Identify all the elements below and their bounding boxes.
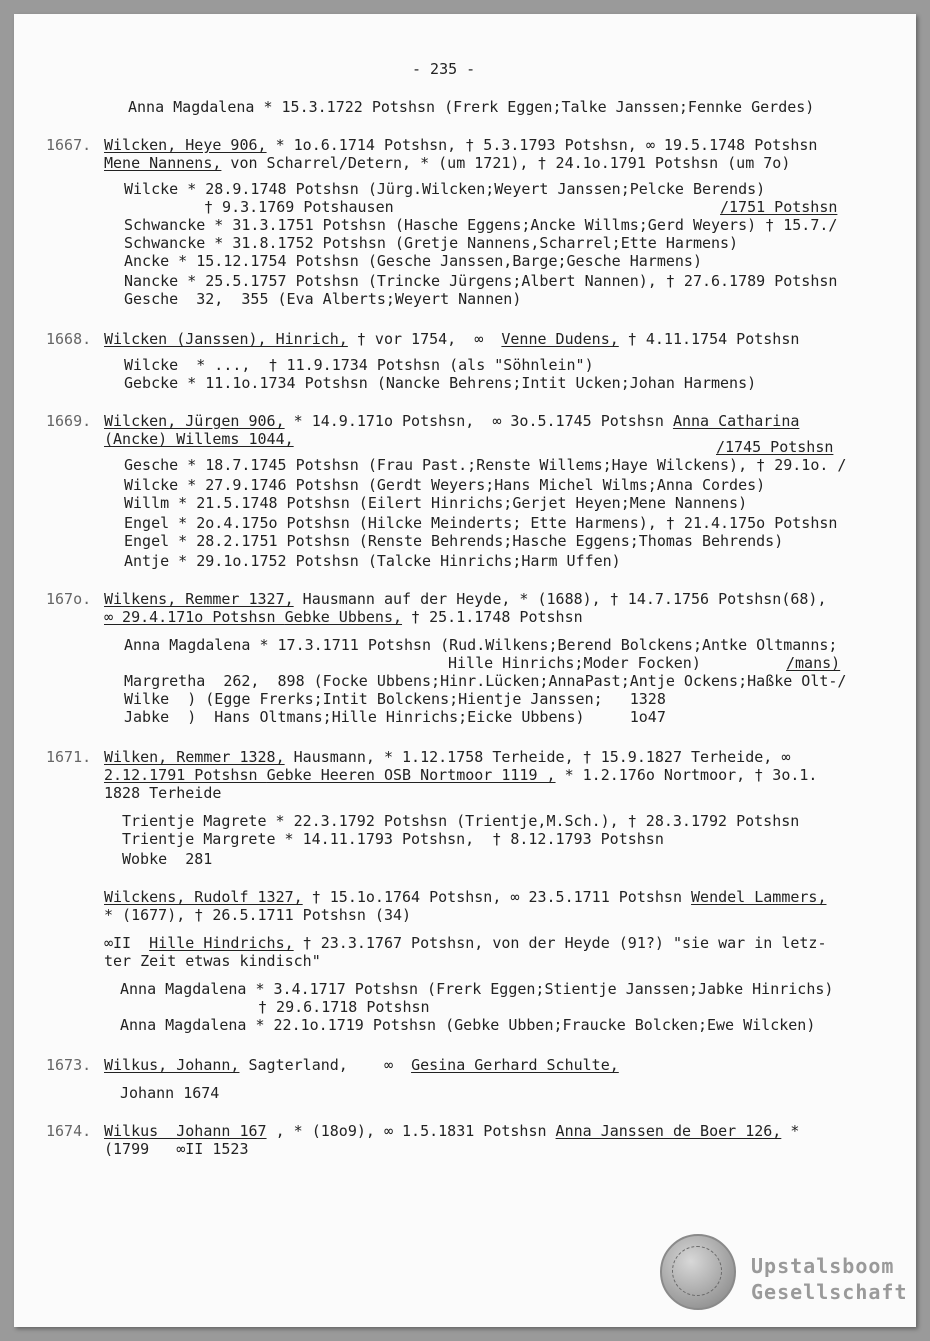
entry-1669-child: Engel * 2o.4.175o Potshsn (Hilcke Meinderts; Ette Harmens), † 21.4.175o Potshsn bbox=[124, 514, 838, 532]
entry-1667-child: Wilcke * 28.9.1748 Potshsn (Jürg.Wilcken;Weyert Janssen;Pelcke Berends) bbox=[124, 180, 766, 198]
entry-1667-spouse: Mene Nannens, von Scharrel/Detern, * (um 1721), † 24.1o.1791 Potshsn (um 7o) bbox=[104, 154, 791, 172]
entry-1674-cont: (1799 ∞II 1523 bbox=[104, 1140, 249, 1158]
entry-1670-spouse: ∞ 29.4.171o Potshsn Gebke Ubbens, † 25.1.1748 Potshsn bbox=[104, 608, 583, 626]
entry-1674-wife-name: Anna Janssen de Boer 126, bbox=[555, 1122, 782, 1140]
entry-1671-child: Trientje Margrete * 14.11.1793 Potshsn, † 8.12.1793 Potshsn bbox=[122, 830, 664, 848]
entry-1667-child: Nancke * 25.5.1757 Potshsn (Trincke Jürgens;Albert Nannen), † 27.6.1789 Potshsn bbox=[124, 272, 838, 290]
entry-1673-wife-name: Gesina Gerhard Schulte, bbox=[411, 1056, 619, 1074]
entry-1672-second-wife-name: Hille Hindrichs, bbox=[149, 934, 294, 952]
entry-1672-name: Wilckens, Rudolf 1327, bbox=[104, 888, 303, 906]
entry-1672-child-cont: † 29.6.1718 Potshsn bbox=[258, 998, 430, 1016]
entry-1672-second-spouse: ∞II Hille Hindrichs, † 23.3.1767 Potshsn, von der Heyde (91?) "sie war in letz- bbox=[104, 934, 827, 952]
entry-1668-wife-name: Venne Dudens, bbox=[501, 330, 619, 348]
entry-1670-child: Jabke ) Hans Oltmans;Hille Hinrichs;Eicke Ubbens) 1o47 bbox=[124, 708, 666, 726]
entry-1670-name: Wilkens, Remmer 1327, bbox=[104, 590, 294, 608]
entry-1669-child: Engel * 28.2.1751 Potshsn (Renste Behrends;Hasche Eggens;Thomas Behrends) bbox=[124, 532, 784, 550]
entry-1670-margin-note: /mans) bbox=[786, 654, 841, 672]
entry-1671-child: Wobke 281 bbox=[122, 850, 213, 868]
entry-1671-spouse: 2.12.1791 Potshsn Gebke Heeren OSB Nortmoor 1119 , * 1.2.176o Nortmoor, † 3o.1. bbox=[104, 766, 818, 784]
entry-1669-head: Wilcken, Jürgen 906, * 14.9.171o Potshsn, ∞ 3o.5.1745 Potshsn Anna Catharina bbox=[104, 412, 800, 430]
entry-1669-child: Antje * 29.1o.1752 Potshsn (Talcke Hinrichs;Harm Uffen) bbox=[124, 552, 621, 570]
entry-1672-second-spouse-cont: ter Zeit etwas kindisch" bbox=[104, 952, 321, 970]
entry-1668-name: Wilcken (Janssen), Hinrich, bbox=[104, 330, 348, 348]
entry-number-1669: 1669. bbox=[46, 412, 92, 430]
entry-1672-spouse: * (1677), † 26.5.1711 Potshsn (34) bbox=[104, 906, 412, 924]
entry-1670-head: Wilkens, Remmer 1327, Hausmann auf der Heyde, * (1688), † 14.7.1756 Potshsn(68), bbox=[104, 590, 827, 608]
entry-1673-name: Wilkus, Johann, bbox=[104, 1056, 240, 1074]
entry-1672-wife-name: Wendel Lammers, bbox=[691, 888, 827, 906]
entry-1669-wife-name-cont: (Ancke) Willems 1044, bbox=[104, 430, 294, 448]
entry-1668-child: Wilcke * ..., † 11.9.1734 Potshsn (als "Söhnlein") bbox=[124, 356, 594, 374]
entry-1674-head: Wilkus Johann 167 , * (18o9), ∞ 1.5.1831 Potshsn Anna Janssen de Boer 126, * bbox=[104, 1122, 800, 1140]
entry-1667-child: † 9.3.1769 Potshausen bbox=[204, 198, 394, 216]
entry-1669-child: Gesche * 18.7.1745 Potshsn (Frau Past.;Renste Willems;Haye Wilckens), † 29.1o. / bbox=[124, 456, 847, 474]
entry-1667-child: Gesche 32, 355 (Eva Alberts;Weyert Nannen) bbox=[124, 290, 522, 308]
page-number: - 235 - bbox=[412, 60, 476, 78]
brand-line-2: Gesellschaft bbox=[751, 1280, 908, 1304]
entry-1669-child: Wilcke * 27.9.1746 Potshsn (Gerdt Weyers;Hans Michel Wilms;Anna Cordes) bbox=[124, 476, 766, 494]
entry-1669-margin-note: /1745 Potshsn bbox=[716, 438, 834, 456]
entry-1671-name: Wilken, Remmer 1328, bbox=[104, 748, 285, 766]
entry-1670-child: Wilke ) (Egge Frerks;Intit Bolckens;Hientje Janssen; 1328 bbox=[124, 690, 666, 708]
continuation-line: Anna Magdalena * 15.3.1722 Potshsn (Frerk Eggen;Talke Janssen;Fennke Gerdes) bbox=[128, 98, 815, 116]
entry-number-1671: 1671. bbox=[46, 748, 92, 766]
entry-1667-child: Schwancke * 31.3.1751 Potshsn (Hasche Eggens;Ancke Willms;Gerd Weyers) † 15.7./ bbox=[124, 216, 838, 234]
entry-1667-name: Wilcken, Heye 906, bbox=[104, 136, 267, 154]
entry-1673-head: Wilkus, Johann, Sagterland, ∞ Gesina Gerhard Schulte, bbox=[104, 1056, 619, 1074]
entry-number-1668: 1668. bbox=[46, 330, 92, 348]
entry-1668-child: Gebcke * 11.1o.1734 Potshsn (Nancke Behrens;Intit Ucken;Johan Harmens) bbox=[124, 374, 757, 392]
entry-1670-child: Anna Magdalena * 17.3.1711 Potshsn (Rud.Wilkens;Berend Bolckens;Antke Oltmanns; bbox=[124, 636, 838, 654]
entry-1667-head: Wilcken, Heye 906, * 1o.6.1714 Potshsn, † 5.3.1793 Potshsn, ∞ 19.5.1748 Potshsn bbox=[104, 136, 818, 154]
entry-1671-child: Trientje Magrete * 22.3.1792 Potshsn (Trientje,M.Sch.), † 28.3.1792 Potshsn bbox=[122, 812, 800, 830]
brand-line-1: Upstalsboom bbox=[751, 1254, 895, 1278]
entry-1672-child: Anna Magdalena * 22.1o.1719 Potshsn (Gebke Ubben;Fraucke Bolcken;Ewe Wilcken) bbox=[120, 1016, 816, 1034]
entry-1670-child-cont: Hille Hinrichs;Moder Focken) bbox=[448, 654, 701, 672]
entry-1667-child: Schwancke * 31.8.1752 Potshsn (Gretje Nannens,Scharrel;Ette Harmens) bbox=[124, 234, 739, 252]
entry-1671-wife-name: Gebke Heeren OSB Nortmoor 1119 , bbox=[266, 766, 556, 784]
entry-number-1670: 167o. bbox=[46, 590, 92, 608]
entry-1671-head: Wilken, Remmer 1328, Hausmann, * 1.12.1758 Terheide, † 15.9.1827 Terheide, ∞ bbox=[104, 748, 791, 766]
entry-number-1674: 1674. bbox=[46, 1122, 92, 1140]
entry-1667-child: Ancke * 15.12.1754 Potshsn (Gesche Janssen,Barge;Gesche Harmens) bbox=[124, 252, 702, 270]
entry-1669-wife-name: Anna Catharina bbox=[672, 412, 800, 430]
document-page bbox=[14, 14, 916, 1327]
entry-number-1667: 1667. bbox=[46, 136, 92, 154]
entry-1672-child: Anna Magdalena * 3.4.1717 Potshsn (Frerk Eggen;Stientje Janssen;Jabke Hinrichs) bbox=[120, 980, 834, 998]
entry-1667-margin-note: /1751 Potshsn bbox=[720, 198, 838, 216]
entry-1671-spouse-cont: 1828 Terheide bbox=[104, 784, 222, 802]
entry-1669-name: Wilcken, Jürgen 906, bbox=[104, 412, 285, 430]
society-seal-logo bbox=[660, 1234, 736, 1310]
entry-1672-head: Wilckens, Rudolf 1327, † 15.1o.1764 Potshsn, ∞ 23.5.1711 Potshsn Wendel Lammers, bbox=[104, 888, 827, 906]
entry-1673-child: Johann 1674 bbox=[120, 1084, 220, 1102]
entry-1674-name: Wilkus Johann 167 bbox=[104, 1122, 267, 1140]
entry-1670-wife-name: Gebke Ubbens, bbox=[284, 608, 403, 626]
entry-1668-head: Wilcken (Janssen), Hinrich, † vor 1754, ∞ Venne Dudens, † 4.11.1754 Potshsn bbox=[104, 330, 800, 348]
entry-number-1673: 1673. bbox=[46, 1056, 92, 1074]
entry-1669-child: Willm * 21.5.1748 Potshsn (Eilert Hinrichs;Gerjet Heyen;Mene Nannens) bbox=[124, 494, 748, 512]
entry-1670-child: Margretha 262, 898 (Focke Ubbens;Hinr.Lücken;AnnaPast;Antje Ockens;Haßke Olt-/ bbox=[124, 672, 847, 690]
entry-1667-wife-name: Mene Nannens, bbox=[104, 154, 222, 172]
